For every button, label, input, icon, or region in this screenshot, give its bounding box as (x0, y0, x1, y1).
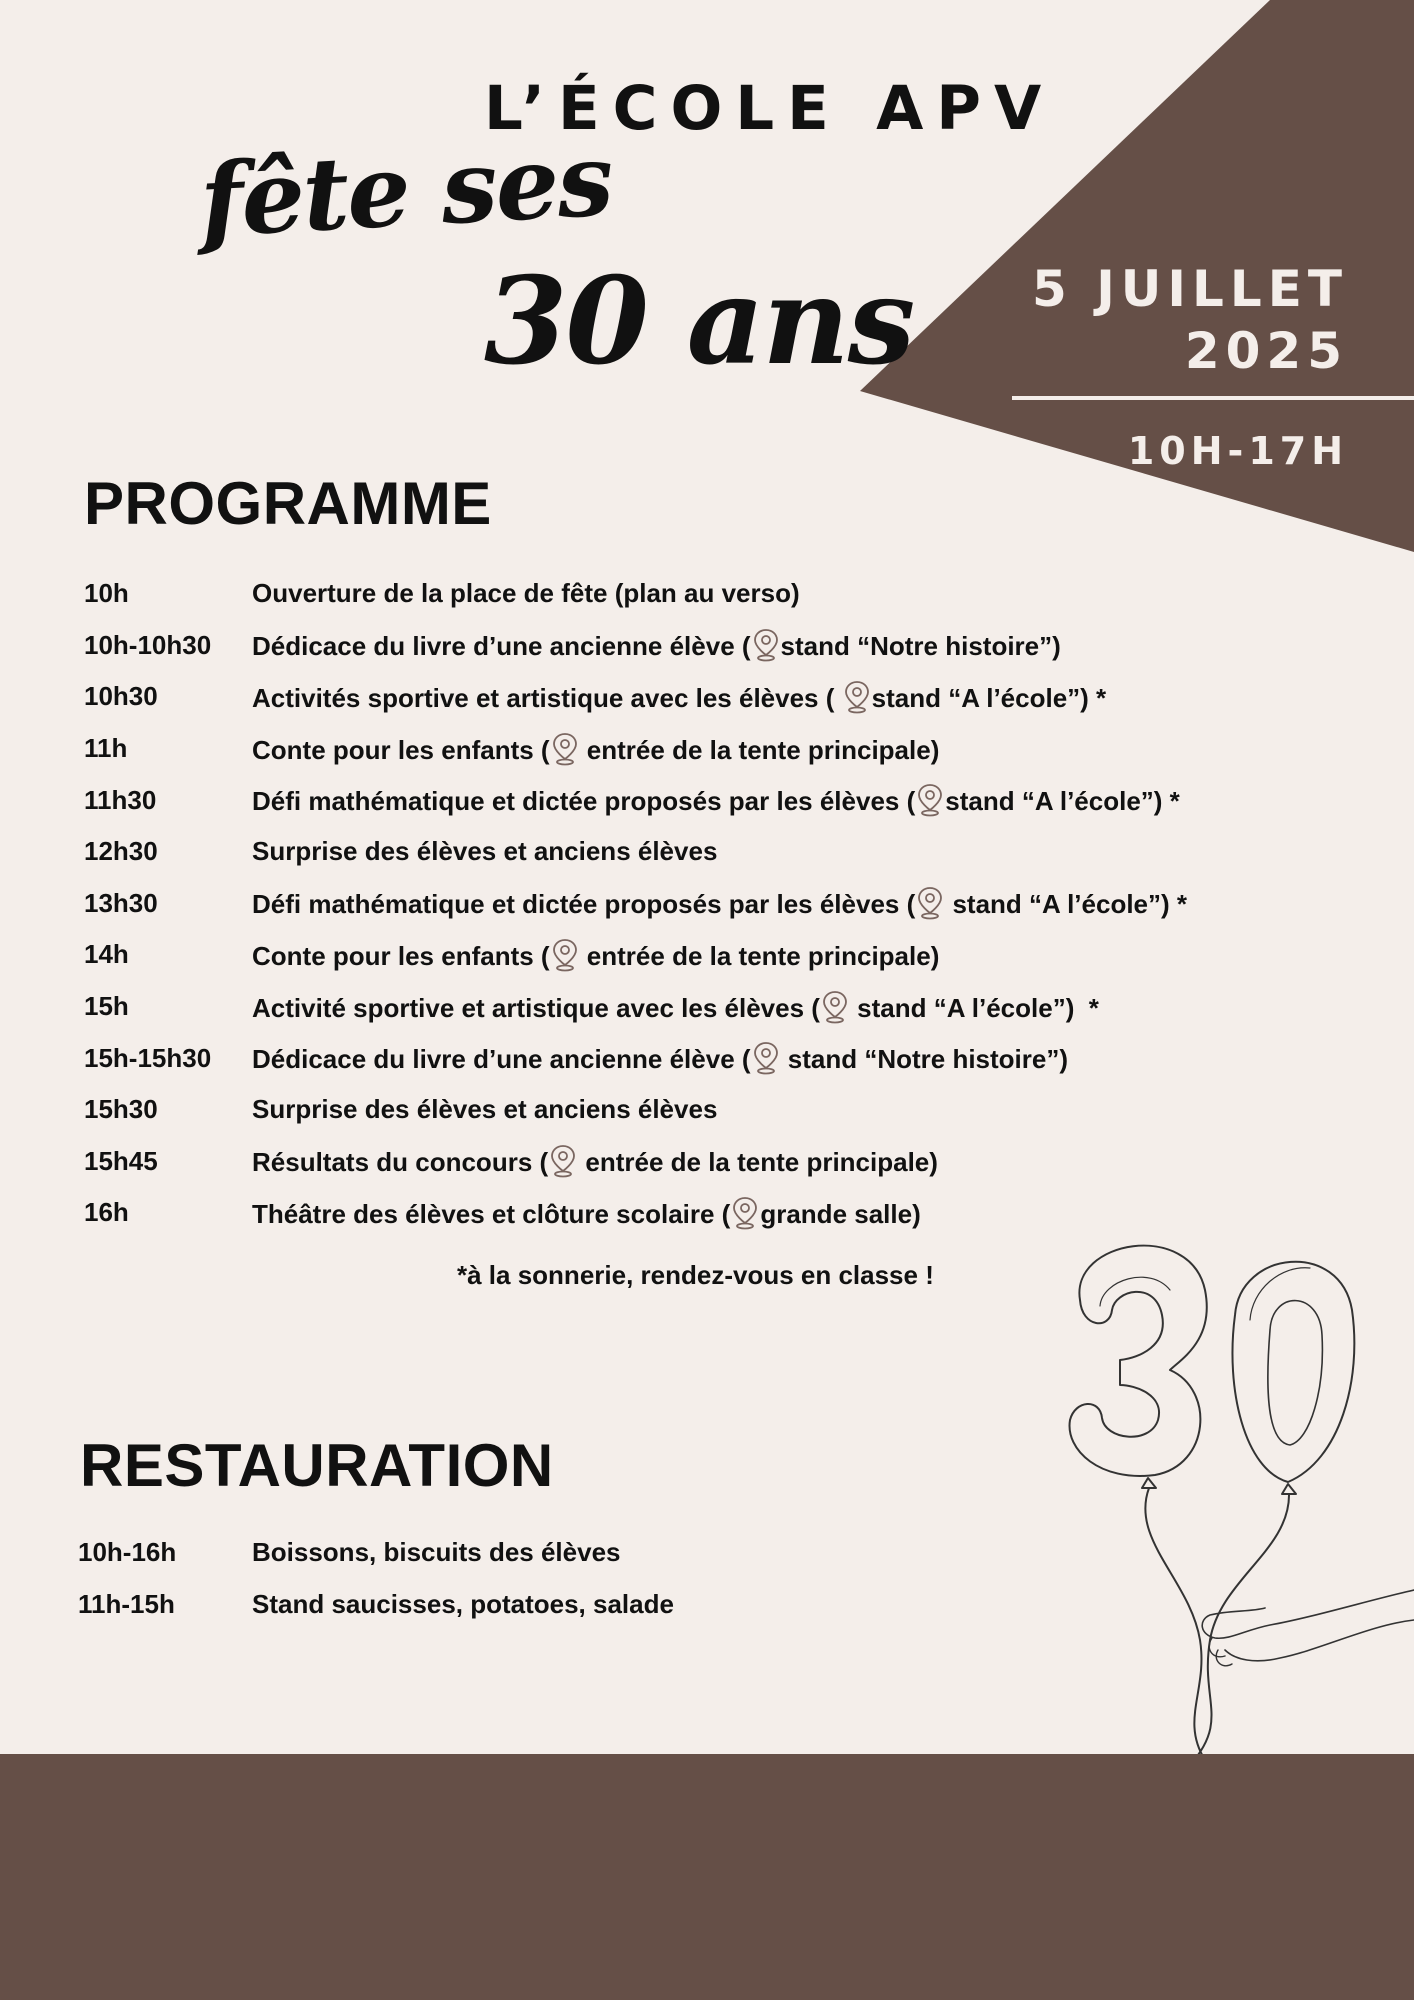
event-date (1032, 258, 1348, 382)
balloon-30-illustration (1040, 1220, 1414, 1780)
restauration-table (78, 1526, 674, 1630)
programme-time: 11h (84, 733, 128, 764)
programme-description (252, 628, 1061, 662)
programme-description-text: Défi mathématique et dictée proposés par les élèves ( (252, 889, 916, 920)
restauration-time: 11h-15h (78, 1588, 175, 1619)
programme-title: PROGRAMME (84, 470, 492, 537)
programme-location-text: entrée de la tente principale) (579, 940, 940, 971)
programme-row (84, 774, 1187, 826)
programme-row (84, 826, 1187, 878)
programme-description-text: Conte pour les enfants ( (252, 734, 550, 765)
programme-time: 15h (84, 991, 129, 1022)
programme-description-text: Conte pour les enfants ( (252, 940, 550, 971)
location-pin-icon (917, 783, 943, 817)
programme-location-text: entrée de la tente principale) (579, 734, 940, 765)
programme-row (84, 568, 1187, 620)
programme-time: 10h (84, 578, 129, 609)
programme-location-text: entrée de la tente principale) (578, 1147, 938, 1178)
programme-footnote: *à la sonnerie, rendez-vous en classe ! (457, 1260, 934, 1290)
programme-description (252, 578, 800, 609)
programme-description-text: Surprise des élèves et anciens élèves (252, 836, 718, 867)
programme-time: 13h30 (84, 887, 158, 918)
programme-description-text: Dédicace du livre d’une ancienne élève ( (252, 1044, 751, 1075)
programme-location-text: stand “A l’école”) * (849, 992, 1099, 1023)
date-divider (1012, 396, 1414, 400)
programme-time: 10h-10h30 (84, 629, 212, 660)
programme-description (252, 732, 939, 766)
programme-description-text: Activités sportive et artistique avec les élèves ( (252, 682, 842, 713)
programme-location-text: stand “A l’école”) * (871, 682, 1107, 713)
programme-time: 15h-15h30 (84, 1042, 212, 1073)
programme-row (84, 929, 1187, 981)
location-pin-icon (753, 628, 779, 662)
location-pin-icon (552, 732, 578, 766)
event-date-year: 2025 (1184, 322, 1348, 380)
subtitle-anniversary: 30 ans (484, 251, 914, 392)
restauration-row (78, 1578, 674, 1630)
programme-description (252, 886, 1187, 920)
programme-description-text: Surprise des élèves et anciens élèves (252, 1094, 718, 1125)
programme-row (84, 981, 1187, 1033)
programme-description-text: Ouverture de la place de fête (plan au verso) (252, 578, 800, 609)
programme-row (84, 723, 1187, 775)
event-date-day: 5 JUILLET (1032, 260, 1348, 318)
programme-table (84, 568, 1187, 1239)
restauration-description: Stand saucisses, potatoes, salade (252, 1588, 674, 1619)
restauration-title: RESTAURATION (80, 1432, 554, 1499)
programme-time: 15h45 (84, 1145, 158, 1176)
programme-location-text: stand “Notre histoire”) (780, 1044, 1069, 1075)
restauration-row (78, 1526, 674, 1578)
event-hours: 10H-17H (1127, 429, 1348, 473)
programme-time: 10h30 (84, 681, 158, 712)
programme-location-text: stand “Notre histoire”) (780, 631, 1061, 662)
programme-location-text: grande salle) (760, 1198, 921, 1229)
school-name: L’ÉCOLE APV (484, 73, 1055, 144)
footer-band (0, 1754, 1414, 2000)
restauration-description: Boissons, biscuits des élèves (252, 1536, 621, 1567)
location-pin-icon (732, 1196, 758, 1230)
programme-description (252, 1041, 1068, 1075)
programme-description (252, 680, 1106, 714)
programme-time: 16h (84, 1197, 129, 1228)
programme-row (84, 1136, 1187, 1188)
programme-row (84, 1187, 1187, 1239)
programme-description-text: Dédicace du livre d’une ancienne élève ( (252, 631, 751, 662)
programme-description-text: Théâtre des élèves et clôture scolaire ( (252, 1198, 731, 1229)
location-pin-icon (753, 1041, 779, 1075)
location-pin-icon (822, 990, 848, 1024)
programme-description (252, 836, 717, 867)
location-pin-icon (844, 680, 870, 714)
programme-description (252, 1144, 938, 1178)
programme-row (84, 1032, 1187, 1084)
programme-description (252, 938, 939, 972)
programme-time: 15h30 (84, 1094, 158, 1125)
programme-time: 11h30 (84, 784, 157, 815)
programme-time: 12h30 (84, 836, 158, 867)
programme-time: 14h (84, 939, 129, 970)
programme-description-text: Défi mathématique et dictée proposés par les élèves ( (252, 786, 916, 817)
location-pin-icon (917, 886, 943, 920)
programme-row (84, 620, 1187, 672)
programme-row (84, 878, 1187, 930)
programme-row (84, 671, 1187, 723)
programme-location-text: stand “A l’école”) * (945, 786, 1180, 817)
programme-description (252, 783, 1180, 817)
programme-location-text: stand “A l’école”) * (945, 889, 1188, 920)
location-pin-icon (550, 1144, 576, 1178)
programme-row (84, 1084, 1187, 1136)
location-pin-icon (552, 938, 578, 972)
programme-description (252, 990, 1099, 1024)
programme-description-text: Résultats du concours ( (252, 1147, 549, 1178)
subtitle-fete: fête ses (197, 120, 615, 260)
programme-description-text: Activité sportive et artistique avec les élèves ( (252, 992, 820, 1023)
programme-description (252, 1196, 921, 1230)
restauration-time: 10h-16h (78, 1536, 177, 1567)
programme-description (252, 1094, 717, 1125)
